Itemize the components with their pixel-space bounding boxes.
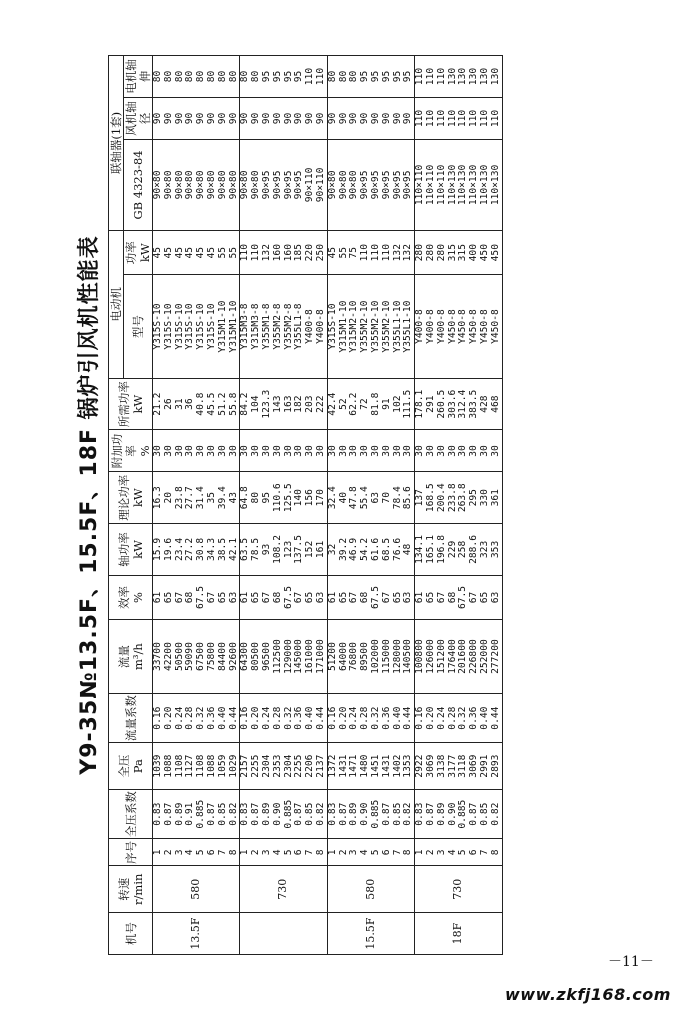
shaft-power-cell: 134.1 165.1 196.8 229 258 288.6 323 353 (415, 524, 502, 576)
seq-cell: 1 2 3 4 5 6 7 8 (240, 839, 327, 866)
pressure-coef-cell: 0.83 0.87 0.89 0.90 0.885 0.87 0.85 0.82 (327, 790, 414, 839)
pressure-cell: 1372 1431 1471 1480 1451 1431 1402 1353 (327, 743, 414, 790)
motor-power-cell: 110 110 132 160 160 185 220 250 (240, 231, 327, 275)
header-row-1 (109, 56, 124, 955)
efficiency-cell: 61 65 67 68 67.5 67 65 63 (240, 575, 327, 619)
header-efficiency: 效率 % (109, 575, 153, 619)
coupling-cell: 110×110 110×110 110×110 110×130 110×130 110×130 110×130 110×130 (415, 139, 502, 230)
coupling-cell: 90×80 90×80 90×80 90×95 90×95 90×95 90×95 90×95 (327, 139, 414, 230)
theory-power-cell: 137 168.5 200.4 233.8 263.8 295 330 361 (415, 472, 502, 524)
required-power-cell: 84.2 104 123.3 143 163 182 203 222 (240, 378, 327, 430)
header-theory-power: 理论功率 kW (109, 472, 153, 524)
header-fan-shaft: 风机轴径 (124, 98, 153, 140)
page-number: －11－ (608, 954, 654, 970)
rotated-sheet (70, 55, 630, 955)
machine-cell: 15.5F (327, 913, 414, 955)
extra-power-cell: 30 30 30 30 30 30 30 30 (153, 430, 240, 472)
header-motor: 电动机 (109, 231, 124, 379)
shaft-power-cell: 15.9 19.6 23.4 27.2 30.8 34.3 38.5 42.1 (153, 524, 240, 576)
motor-power-cell: 280 280 280 315 315 400 450 450 (415, 231, 502, 275)
seq-cell: 1 2 3 4 5 6 7 8 (415, 839, 502, 866)
coupling-cell: 90×80 90×80 90×95 90×95 90×95 90×95 90×110 90×110 (240, 139, 327, 230)
motor-model-cell: Y315S-10 Y315S-10 Y315S-10 Y315S-10 Y315S-10 Y315S-10 Y315M1-10 Y315M1-10 (153, 275, 240, 378)
flow-cell: 51200 64000 76800 89500 102000 115000 128000 140500 (327, 620, 414, 694)
pressure-cell: 2922 3069 3138 3177 3118 3069 2991 2893 (415, 743, 502, 790)
table-row-13-5f-580 (153, 56, 240, 955)
pressure-cell: 1039 1088 1108 1127 1108 1088 1059 1029 (153, 743, 240, 790)
shaft-power-cell: 32 39.2 46.9 54.2 61.6 68.5 76.6 48 (327, 524, 414, 576)
theory-power-cell: 64.8 80 95 110.6 125.5 140 156 170 (240, 472, 327, 524)
speed-cell: 730 (415, 866, 502, 913)
theory-power-cell: 32.4 40 47.8 55.4 63 70 78.4 85.6 (327, 472, 414, 524)
header-extra-power: 附加功率 % (109, 430, 153, 472)
shaft-power-cell: 63.5 78.5 93 108.2 123 137.5 152 161 (240, 524, 327, 576)
flow-coef-cell: 0.16 0.20 0.24 0.28 0.32 0.36 0.40 0.44 (153, 694, 240, 743)
table-row-18f-730 (415, 56, 502, 955)
header-pressure-coef: 全压系数 (109, 790, 153, 839)
fan-shaft-cell: 90 90 90 90 90 90 90 90 (327, 98, 414, 140)
extra-power-cell: 30 30 30 30 30 30 30 30 (240, 430, 327, 472)
flow-cell: 64300 80500 96500 112500 129000 145000 161000 171000 (240, 620, 327, 694)
pressure-cell: 2157 2255 2304 2353 2304 2255 2206 2137 (240, 743, 327, 790)
efficiency-cell: 61 65 67 68 67.5 67 65 63 (415, 575, 502, 619)
header-motor-shaft: 电机轴伸 (124, 56, 153, 98)
header-required-power: 所需功率 kW (109, 378, 153, 430)
theory-power-cell: 16.3 20 23.8 27.7 31.4 35 39.4 43 (153, 472, 240, 524)
header-coupling-std: GB 4323-84 (124, 139, 153, 230)
watermark-url: www.zkfj168.com (505, 985, 671, 1004)
flow-cell: 33700 42200 50500 59090 67500 75800 84400 92600 (153, 620, 240, 694)
flow-coef-cell: 0.16 0.20 0.24 0.28 0.32 0.36 0.40 0.44 (240, 694, 327, 743)
motor-power-cell: 45 45 45 45 45 45 55 55 (153, 231, 240, 275)
flow-coef-cell: 0.16 0.20 0.24 0.28 0.32 0.36 0.40 0.44 (415, 694, 502, 743)
seq-cell: 1 2 3 4 5 6 7 8 (327, 839, 414, 866)
required-power-cell: 42.4 52 62.2 72 81.8 91 102 111.5 (327, 378, 414, 430)
motor-shaft-cell: 80 80 95 95 95 95 110 110 (240, 56, 327, 98)
header-shaft-power: 轴功率 kW (109, 524, 153, 576)
header-pressure: 全压 Pa (109, 743, 153, 790)
efficiency-cell: 61 65 67 68 67.5 67 65 63 (327, 575, 414, 619)
motor-shaft-cell: 110 110 110 130 130 130 130 130 (415, 56, 502, 98)
speed-cell: 580 (327, 866, 414, 913)
fan-shaft-cell: 110 110 110 110 110 110 110 110 (415, 98, 502, 140)
efficiency-cell: 61 65 67 68 67.5 67 65 63 (153, 575, 240, 619)
seq-cell: 1 2 3 4 5 6 7 8 (153, 839, 240, 866)
table-row-15-5f-580 (327, 56, 414, 955)
header-flow: 流量 m³/h (109, 620, 153, 694)
flow-coef-cell: 0.16 0.20 0.24 0.28 0.32 0.36 0.40 0.44 (327, 694, 414, 743)
fan-shaft-cell: 90 90 90 90 90 90 90 90 (240, 98, 327, 140)
required-power-cell: 21.2 26 31 36 40.8 45.5 51.2 55.8 (153, 378, 240, 430)
motor-model-cell: Y315M3-8 Y315M3-8 Y355M1-8 Y355M2-8 Y355M2-8 Y355L1-8 Y400-8 Y400-8 (240, 275, 327, 378)
motor-shaft-cell: 80 80 80 80 80 80 80 80 (153, 56, 240, 98)
motor-shaft-cell: 80 80 80 95 95 95 95 95 (327, 56, 414, 98)
coupling-cell: 90×80 90×80 90×80 90×80 90×80 90×80 90×80 90×80 (153, 139, 240, 230)
speed-cell: 730 (240, 866, 327, 913)
header-motor-power: 功率 kW (124, 231, 153, 275)
required-power-cell: 178.1 291 260.5 303.6 312.4 383.5 428 468 (415, 378, 502, 430)
pressure-coef-cell: 0.83 0.87 0.89 0.90 0.885 0.87 0.85 0.82 (240, 790, 327, 839)
speed-cell: 580 (153, 866, 240, 913)
extra-power-cell: 30 30 30 30 30 30 30 30 (415, 430, 502, 472)
page-title: Y9-35№13.5F、15.5F、18F 锅炉引风机性能表 (77, 235, 102, 775)
header-flow-coef: 流量系数 (109, 694, 153, 743)
motor-power-cell: 45 55 75 110 110 110 132 132 (327, 231, 414, 275)
pressure-coef-cell: 0.83 0.87 0.89 0.90 0.885 0.87 0.85 0.82 (415, 790, 502, 839)
pressure-coef-cell: 0.83 0.87 0.89 0.91 0.885 0.87 0.85 0.82 (153, 790, 240, 839)
extra-power-cell: 30 30 30 30 30 30 30 30 (327, 430, 414, 472)
motor-model-cell: Y400-8 Y400-8 Y400-8 Y450-8 Y450-8 Y450-8 Y450-8 Y450-8 (415, 275, 502, 378)
fan-shaft-cell: 90 90 90 90 90 90 90 90 (153, 98, 240, 140)
header-coupling: 联轴器(1套) (109, 56, 124, 231)
header-machine-no: 机号 (109, 913, 153, 955)
table-row-13-5f-730 (240, 56, 327, 955)
header-speed: 转速 r/min (109, 866, 153, 913)
motor-model-cell: Y315S-10 Y315M1-10 Y315M2-10 Y355M2-10 Y355M2-10 Y355M2-10 Y355L1-10 Y355L1-10 (327, 275, 414, 378)
machine-cell: 13.5F (153, 913, 240, 955)
header-motor-model: 型号 (124, 275, 153, 378)
header-seq: 序号 (109, 839, 153, 866)
flow-cell: 100800 126000 151200 176400 201600 226800 252000 277200 (415, 620, 502, 694)
performance-table (108, 55, 503, 955)
machine-cell: 18F (415, 913, 502, 955)
machine-cell (240, 913, 327, 955)
